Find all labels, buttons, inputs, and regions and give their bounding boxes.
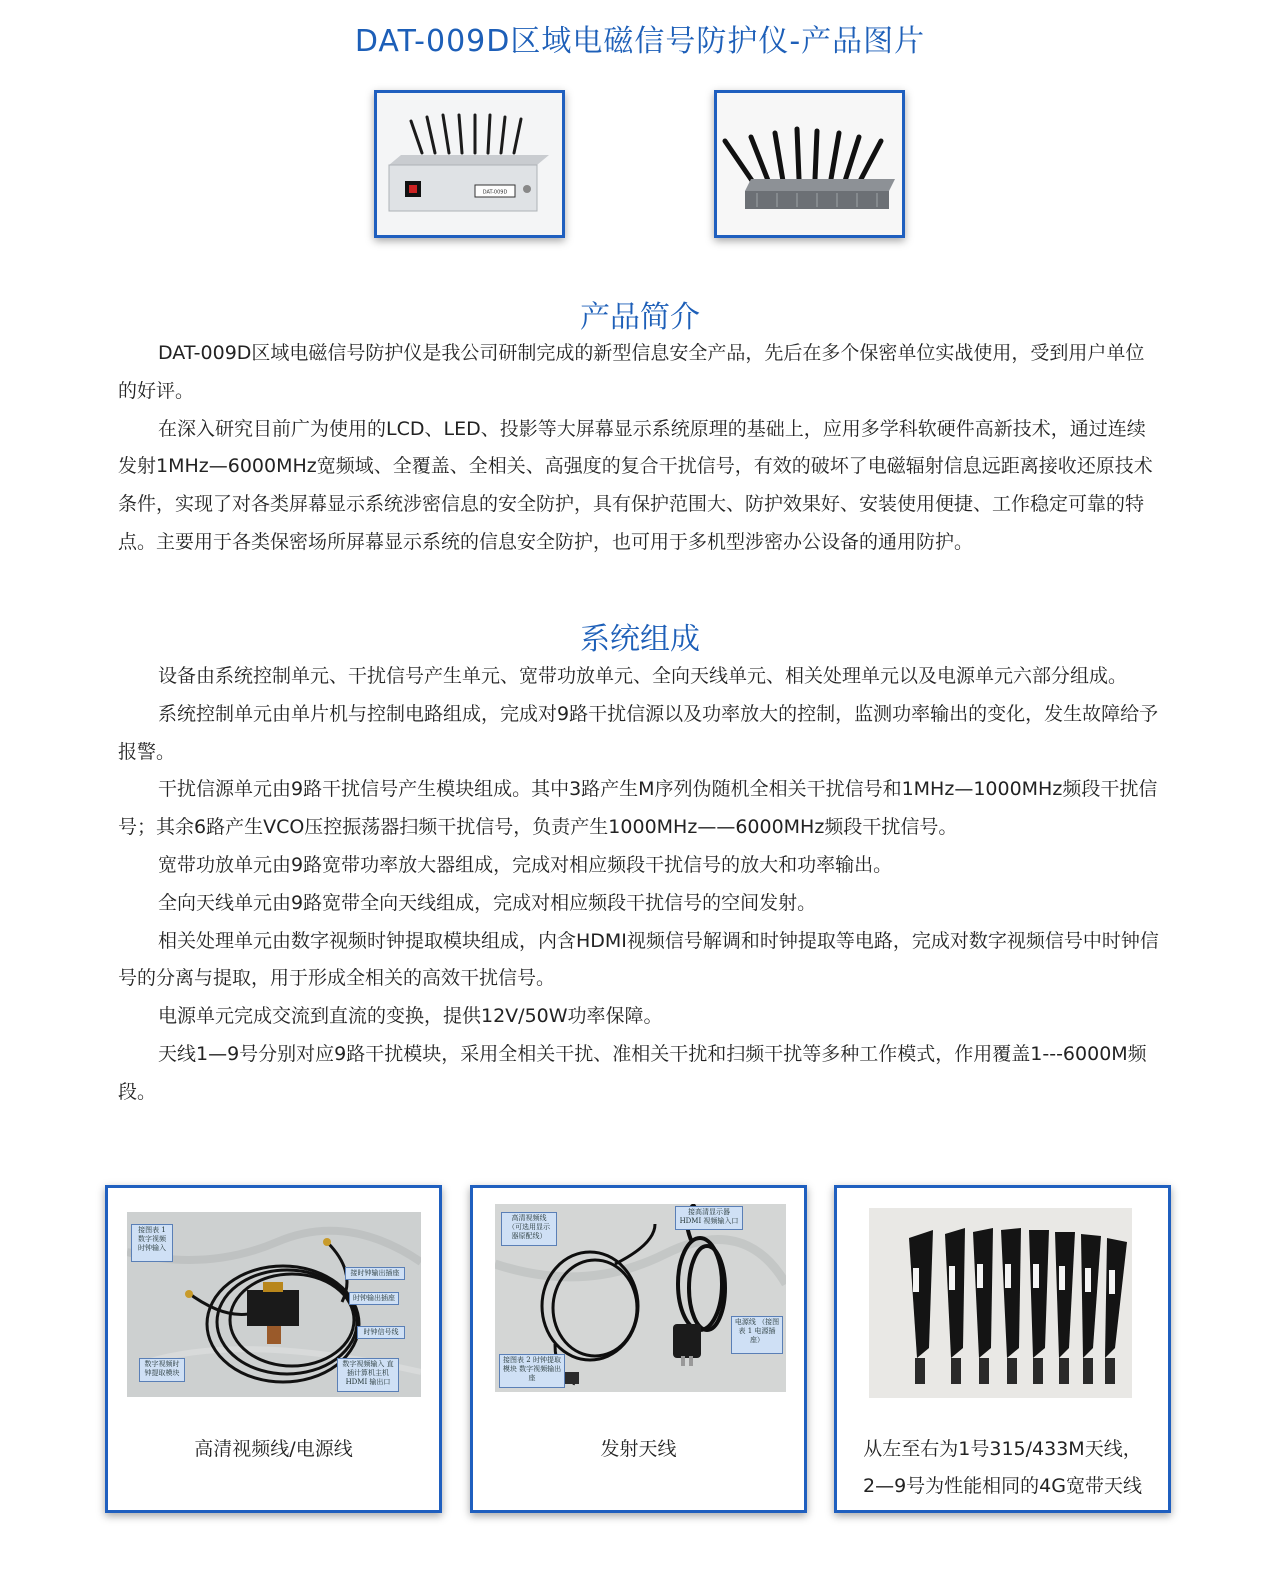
label-clock-input: 接图表 1 数字视频 时钟输入 [131, 1224, 173, 1262]
intro-paragraph: 在深入研究目前广为使用的LCD、LED、投影等大屏幕显示系统原理的基础上，应用多学科软硬件高新技术，通过连续发射1MHz—6000MHz宽频域、全覆盖、全相关、高强度的复合干扰信号，有效的破坏了电磁辐射信息远距离接收还原技术条件，实现了对各类屏幕显示系统涉密信息的安全防护，具有保护范围大、防护效果好、安装使用便捷、工作稳定可靠的特点。主要用于各类保密场所屏幕显示系统的信息安全防护，也可用于多机型涉密办公设备的通用防护。 [118, 417, 1153, 553]
label-clock-extract-module: 数字视频时 钟提取模块 [139, 1358, 185, 1382]
label-clock-extract-output: 接图表 2 时钟提取模块 数字视频输出座 [499, 1354, 565, 1388]
label-hdmi-cable: 高清视频线 （可选用显示 器原配线） [501, 1212, 557, 1246]
label-monitor-hdmi-input: 接高清显示器 HDMI 视频输入口 [675, 1206, 743, 1230]
system-paragraph: 设备由系统控制单元、干扰信号产生单元、宽带功放单元、全向天线单元、相关处理单元以及电源单元六部分组成。 [158, 665, 1128, 687]
intro-heading: 产品简介 [580, 300, 700, 335]
device-side-photo [714, 90, 905, 238]
system-paragraph: 干扰信源单元由9路干扰信号产生模块组成。其中3路产生M序列伪随机全相关干扰信号和1MHz—1000MHz频段干扰信号；其余6路产生VCO压控振荡器扫频干扰信号，负责产生1000MHz——6000MHz频段干扰信号。 [118, 778, 1158, 839]
system-heading: 系统组成 [580, 622, 700, 657]
antennas-photo [869, 1208, 1132, 1398]
card-caption: 高清视频线/电源线 [194, 1438, 353, 1460]
card-caption-line-1: 从左至右为1号315/433M天线， [863, 1438, 1142, 1460]
system-paragraph: 全向天线单元由9路宽带全向天线组成，完成对相应频段干扰信号的空间发射。 [158, 891, 817, 914]
label-clock-signal-line: 时钟信号线 [357, 1326, 405, 1339]
label-hdmi-input: 数字视频输入 直插计算机主机 HDMI 输出口 [337, 1358, 399, 1392]
intro-paragraph: DAT-009D区域电磁信号防护仪是我公司研制完成的新型信息安全产品，先后在多个保密单位实战使用，受到用户单位的好评。 [118, 342, 1145, 402]
system-paragraph: 宽带功放单元由9路宽带功率放大器组成，完成对相应频段干扰信号的放大和功率输出。 [158, 853, 893, 876]
page-title: DAT-009D区域电磁信号防护仪-产品图片 [354, 24, 926, 59]
label-clock-output-socket-connector: 接时钟输出插座 [345, 1267, 405, 1280]
device-front-photo [374, 90, 565, 238]
label-clock-output-socket: 时钟输出插座 [349, 1292, 399, 1305]
system-paragraph: 系统控制单元由单片机与控制电路组成，完成对9路干扰信源以及功率放大的控制，监测功率输出的变化，发生故障给予报警。 [118, 702, 1159, 763]
card-antennas [834, 1185, 1171, 1513]
card-antenna-cables [470, 1185, 807, 1513]
card-caption [837, 1431, 1168, 1505]
system-paragraph: 天线1—9号分别对应9路干扰模块，采用全相关干扰、准相关干扰和扫频干扰等多种工作模式，作用覆盖1---6000M频段。 [118, 1042, 1147, 1103]
system-paragraph: 相关处理单元由数字视频时钟提取模块组成，内含HDMI视频信号解调和时钟提取等电路，完成对数字视频信号中时钟信号的分离与提取，用于形成全相关的高效干扰信号。 [118, 929, 1159, 990]
front-panel-label: DAT-009D [482, 189, 508, 196]
cable-photo [127, 1212, 421, 1397]
label-power-cable: 电源线 （接图表 1 电源插座） [731, 1316, 783, 1354]
card-video-cable [105, 1185, 442, 1513]
system-paragraph: 电源单元完成交流到直流的变换，提供12V/50W功率保障。 [158, 1005, 663, 1028]
hdmi-power-cable-photo [495, 1204, 786, 1392]
card-caption-line-2: 2—9号为性能相同的4G宽带天线 [863, 1475, 1142, 1497]
card-caption: 发射天线 [600, 1438, 677, 1460]
intro-text [118, 335, 1163, 562]
system-text [118, 658, 1163, 1112]
